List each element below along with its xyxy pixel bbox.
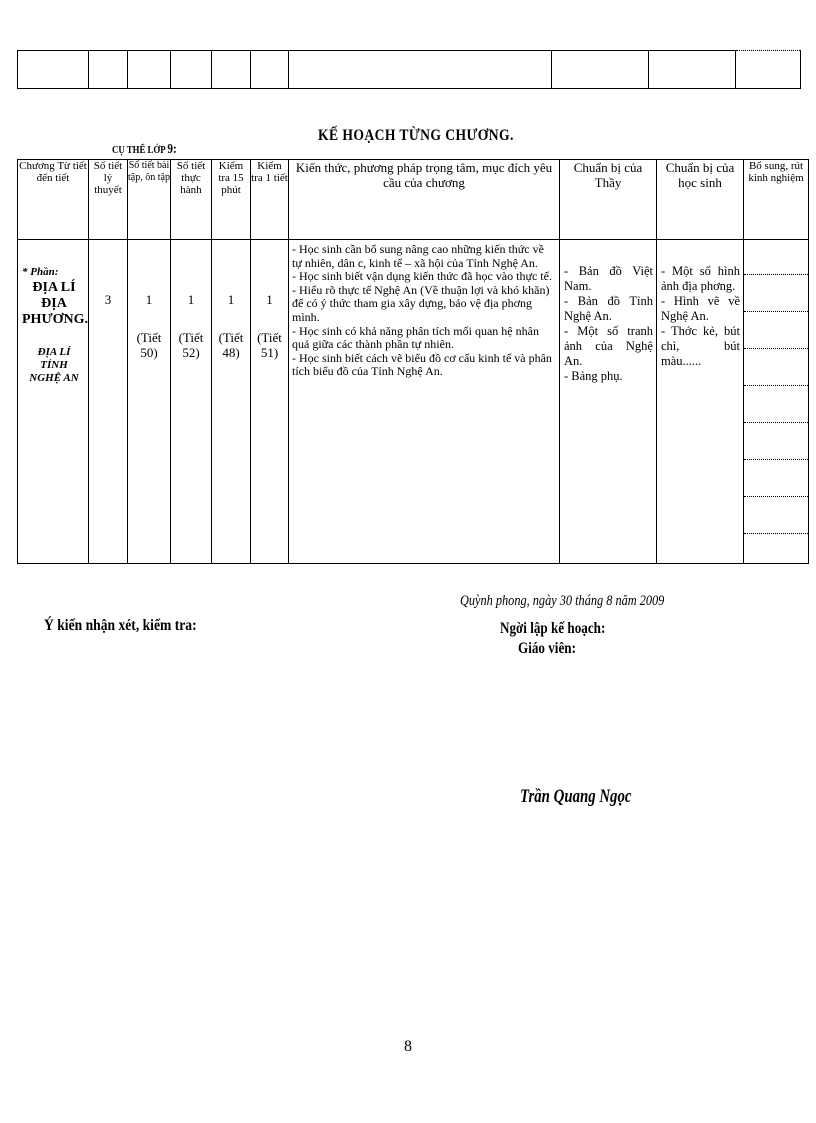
plan-table <box>17 159 809 564</box>
exercise-lesson: (Tiết 50) <box>136 330 162 360</box>
header-row <box>18 160 809 240</box>
test1-count: 1 <box>266 292 273 307</box>
test15-count: 1 <box>227 292 235 307</box>
content-row <box>18 240 809 564</box>
teacher-prep-cell <box>560 240 657 564</box>
chapter-name-1: ĐỊA LÍ <box>32 280 76 295</box>
test1-lesson: (Tiết 51) <box>257 330 282 360</box>
header-test1: Kiểm tra 1 tiết <box>251 160 289 240</box>
knowledge-item: - Học sinh biết vận dụng kiến thức đã học vào thực tế. <box>292 269 552 284</box>
header-student-prep: Chuẩn bị của học sinh <box>657 160 744 240</box>
student-prep-cell <box>657 240 744 564</box>
header-theory: Số tiết lý thuyết <box>89 160 128 240</box>
student-item: - Hình vẽ về Nghệ An. <box>661 294 740 323</box>
header-chapter: Chương Từ tiết đến tiết <box>18 160 89 240</box>
test1-cell <box>251 240 289 564</box>
grade-subtitle <box>112 142 177 158</box>
top-empty-table <box>17 50 801 89</box>
teacher-item: - Bản đồ Tỉnh Nghệ An. <box>564 294 653 323</box>
teacher-item: - Bảng phụ. <box>564 369 623 383</box>
teacher-label: Giáo viên: <box>518 640 576 657</box>
knowledge-cell <box>289 240 560 564</box>
page-title: KẾ HOẠCH TỪNG CHƯƠNG. <box>318 127 514 144</box>
notes-line <box>744 275 808 312</box>
notes-line <box>744 386 808 423</box>
notes-line <box>744 497 808 534</box>
planner-label: Ngời lập kế hoạch: <box>500 620 606 637</box>
chapter-name-2: ĐỊA <box>41 296 67 311</box>
chapter-name-3: PHƯƠNG. <box>22 312 88 327</box>
chapter-sub-2: TỈNH <box>40 359 68 371</box>
header-knowledge: Kiến thức, phương pháp trọng tâm, mục đích yêu cầu của chương <box>289 160 560 240</box>
notes-line <box>744 460 808 497</box>
student-item: - Thớc kẻ, bút chì, bút màu...... <box>661 324 740 368</box>
test15-lesson: (Tiết 48) <box>218 330 244 360</box>
test15-cell <box>212 240 251 564</box>
practice-lesson: (Tiết 52) <box>178 330 204 360</box>
teacher-item: - Một số tranh ảnh của Nghệ An. <box>564 324 653 368</box>
teacher-item: - Bản đồ Việt Nam. <box>564 264 653 293</box>
page-number: 8 <box>404 1038 412 1055</box>
header-notes: Bổ sung, rút kinh nghiệm <box>744 160 809 240</box>
chapter-sub-1: ĐỊA LÍ <box>37 346 71 358</box>
knowledge-item: - Học sinh biết cách vẽ biểu đồ cơ cấu kinh tế và phân tích biểu đồ của Tỉnh Nghệ An. <box>292 350 552 379</box>
chapter-label: * Phần: <box>22 266 59 278</box>
theory-count: 3 <box>104 292 112 307</box>
grade-number: 9: <box>167 142 177 157</box>
header-practice: Số tiết thực hành <box>171 160 212 240</box>
notes-cell <box>744 240 809 564</box>
exercise-count: 1 <box>145 292 153 307</box>
header-teacher-prep: Chuẩn bị của Thầy <box>560 160 657 240</box>
chapter-sub-3: NGHỆ AN <box>29 372 79 384</box>
student-item: - Một số hình ảnh địa phơng. <box>661 264 740 293</box>
notes-line <box>744 312 808 349</box>
comment-label: Ý kiến nhận xét, kiểm tra: <box>44 617 197 634</box>
signature-name: Trần Quang Ngọc <box>520 786 632 807</box>
notes-line <box>744 240 808 275</box>
practice-count: 1 <box>187 292 195 307</box>
knowledge-item: - Học sinh có khả năng phân tích mối quan hệ nhân quả giữa các thành phần tự nhiên. <box>292 323 539 352</box>
header-test15: Kiểm tra 15 phút <box>212 160 251 240</box>
place-date: Quỳnh phong, ngày 30 tháng 8 năm 2009 <box>460 593 665 609</box>
practice-cell <box>171 240 212 564</box>
notes-line <box>744 349 808 386</box>
chapter-cell <box>18 240 89 564</box>
knowledge-item: - Hiểu rõ thực tế Nghệ An (Về thuận lợi và khó khăn) để có ý thức tham gia xây dựng, bảo vệ địa phơng mình. <box>292 282 550 324</box>
notes-line <box>744 423 808 460</box>
header-exercise: Số tiết bài tập, ôn tập <box>128 160 171 240</box>
exercise-cell <box>128 240 171 564</box>
knowledge-item: - Học sinh cần bổ sung nâng cao những kiến thức về tự nhiên, dân c, kinh tế – xã hội của Tỉnh Nghệ An. <box>292 242 544 270</box>
theory-cell <box>89 240 128 564</box>
grade-prefix: CỤ THỂ LỚP <box>112 144 166 156</box>
